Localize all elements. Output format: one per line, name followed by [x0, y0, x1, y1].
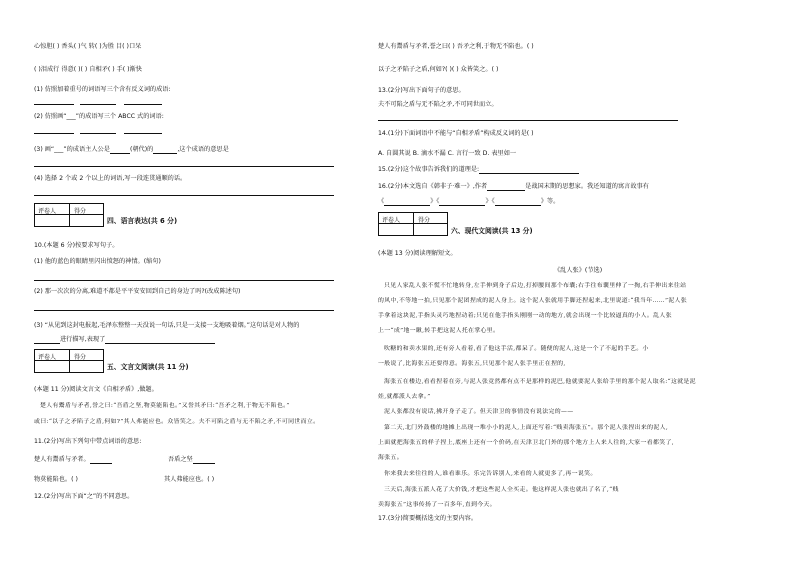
section-4-title: 四、语言表达(共 6 分)	[107, 217, 178, 225]
question-12: 12.(2分)写出下面“之”的不同意思。	[34, 493, 134, 500]
reading-line-2: 的风中,不等地一拍,只见那个泥团捏成的泥人身上。这个泥人张就用手脚还捏起来,北里说道:“我当年……”泥人张	[378, 298, 688, 304]
section-6-intro: (本题 13 分)阅读理解短文。	[378, 250, 457, 257]
question-10-1: (1) 他的蓝色的眼睛里闪出愤怒的神情。(缩句)	[34, 258, 161, 265]
question-11-b: 吾盾之坚	[168, 456, 215, 464]
reading-line-9: 泥人张都没有说话,拂开身子走了。但天津卫的事情没有说法完的——	[384, 409, 574, 415]
word-fill-line-2: ( )泪成行 得意( )( ) 自相矛( ) 手( )渐快	[34, 66, 142, 73]
section-6-title: 六、现代文阅读(共 13 分)	[451, 227, 533, 235]
score-box: 评卷人 得分	[34, 203, 104, 227]
question-10-2: (2) 那一次次的分离,难道不都是平平安安回到自己的身边了吗?(改成陈述句)	[34, 288, 241, 295]
reading-line-13: 你来我去来往往的人,谁看谁乐。乐完告诉别人,来看的人就更多了,再一说笑。	[384, 471, 597, 477]
reading-line-10: 第二天,北门外鼓楼的地摊上出现一堆小小的泥人,上面还写着:“贱卖海张五”。那个泥人张捏出来的泥人,	[384, 425, 669, 431]
question-14-options: A. 自圆其说 B. 滴水不漏 C. 言行一致 D. 表里如一	[378, 150, 517, 157]
reading-line-14: 三天后,海张五派人花了大价钱,才把这些泥人全买走。他这样泥人张也就出了名了,“贱	[384, 487, 619, 493]
question-11-c: 物莫能陷也。( )	[34, 476, 78, 483]
reading-line-8: 娃,就都派人去拿。”	[378, 394, 431, 400]
question-15: 15.(2分)这个故事告诉我们的道理是:	[378, 166, 579, 174]
score-box: 评卷人 得分	[378, 212, 448, 236]
passage-line-2: 或曰:“以子之矛陷子之盾,何如?”其人弗能应也。众皆笑之。夫不可陷之盾与无不陷之矛,不可同世而立。	[34, 419, 320, 425]
question-1: (1) 仿照加着重号的词语写三个含有反义词的成语:	[34, 86, 171, 93]
question-10: 10.(本题 6 分)按要求写句子。	[34, 242, 119, 249]
passage-line-1: 楚人有鬻盾与矛者,誉之曰:“吾盾之坚,物莫能陷也。”又誉其矛曰:“吾矛之利,于物无不陷也。”	[40, 403, 290, 409]
question-11-a: 楚人有鬻盾与矛者。	[34, 456, 112, 464]
passage-title: 《乱人张》(节选)	[554, 267, 603, 274]
reading-line-4: 上一“成”地一瞅,转手把这泥人托在掌心里。	[378, 328, 500, 334]
score-box: 评卷人 得分	[34, 349, 104, 373]
question-11-d: 其人弗能应也。( )	[164, 476, 215, 483]
question-14: 14.(1分)下面词语中不能与“自相矛盾”构成反义词的是( )	[378, 130, 534, 137]
question-17: 17.(3分)简要概括选文的主要内容。	[378, 515, 478, 522]
question-16: 16.(2分)本文选自《韩非子·难一》,作者 是战国末期的思想家。我还知道的寓言故事有	[378, 183, 649, 190]
reading-line-12: 海张五。	[378, 455, 403, 461]
section-5-title: 五、文言文阅读(共 11 分)	[107, 363, 189, 371]
question-10-3-cont: 进行描写,表现了	[34, 336, 215, 344]
reading-line-11: 上面就把海张五的样子捏上,底座上还有一个价码,在天津卫北门外的那个地方上人来人往的,大家一看都笑了,	[378, 440, 674, 446]
question-4: (4) 选择 2 个或 2 个以上的词语,写一段连贯通顺的话。	[34, 175, 187, 182]
section-5-intro: (本题 11 分)阅读文言文《自相矛盾》,做题。	[34, 386, 158, 393]
reading-line-7: 海张五在楼边,看看捏着在旁,与泥人张竟然都有点不是那样的泥巴,他就要泥人张给手里的那个泥人取名:“这就是泥	[384, 379, 696, 385]
question-10-3: (3) “从见到这封电报起,毛泽东整整一天没说一句话,只是一支接一支地吸着烟。”这句话是对人物的	[34, 322, 300, 329]
word-fill-line-1: 心惊胆( ) 香头( )气 转( )为胜 目( )口呆	[34, 43, 142, 50]
reading-line-1: 只见人家乱人张不慌不忙地转身,左手伸到身子后边,打掉腰间那个布囊;右手往布囊里伸了一掏,右手伸出来往站	[384, 283, 687, 289]
zhi-line-2: 以子之矛陷子之盾,何如?( )( ) 众皆笑之。( )	[378, 66, 499, 73]
question-2: (2) 仿照画“___”的成语写三个 ABCC 式的词语:	[34, 113, 164, 120]
reading-line-15: 卖海张五”这事传扬了一百多年,直到今天。	[378, 502, 496, 508]
question-3: (3) 画“___”的成语主人公是 (朝代)的 ,这个成语的意思是	[34, 146, 229, 153]
reading-line-5: 吹糖的和卖水果的,还有旁人看着,看了他这手活,都呆了。随便的泥人,这是一个了不起的手艺。小	[384, 346, 649, 352]
zhi-line-1: 楚人有鬻盾与矛者,誉之曰( ) 吾矛之利,于物无不陷也。( )	[378, 43, 534, 50]
question-13-sentence: 夫不可陷之盾与无不陷之矛,不可同世而立。	[378, 101, 498, 108]
question-13: 13.(2分)写出下面句子的意思。	[378, 87, 465, 94]
reading-line-3: 手拿着这块泥,手指头灵巧地捏动着;只见在他手指头刚刚一动的地方,就会出现一个比较逼真的小人。乱人张	[378, 313, 672, 319]
question-16-stories: 《 》《 》《 》等。	[378, 198, 560, 205]
question-11: 11.(2分)写出下列句中带点词语的意思:	[34, 438, 142, 445]
reading-line-6: 一般说了,比海张五还要得意。海张五,只见那个泥人张手里正在捏的,	[378, 361, 566, 367]
